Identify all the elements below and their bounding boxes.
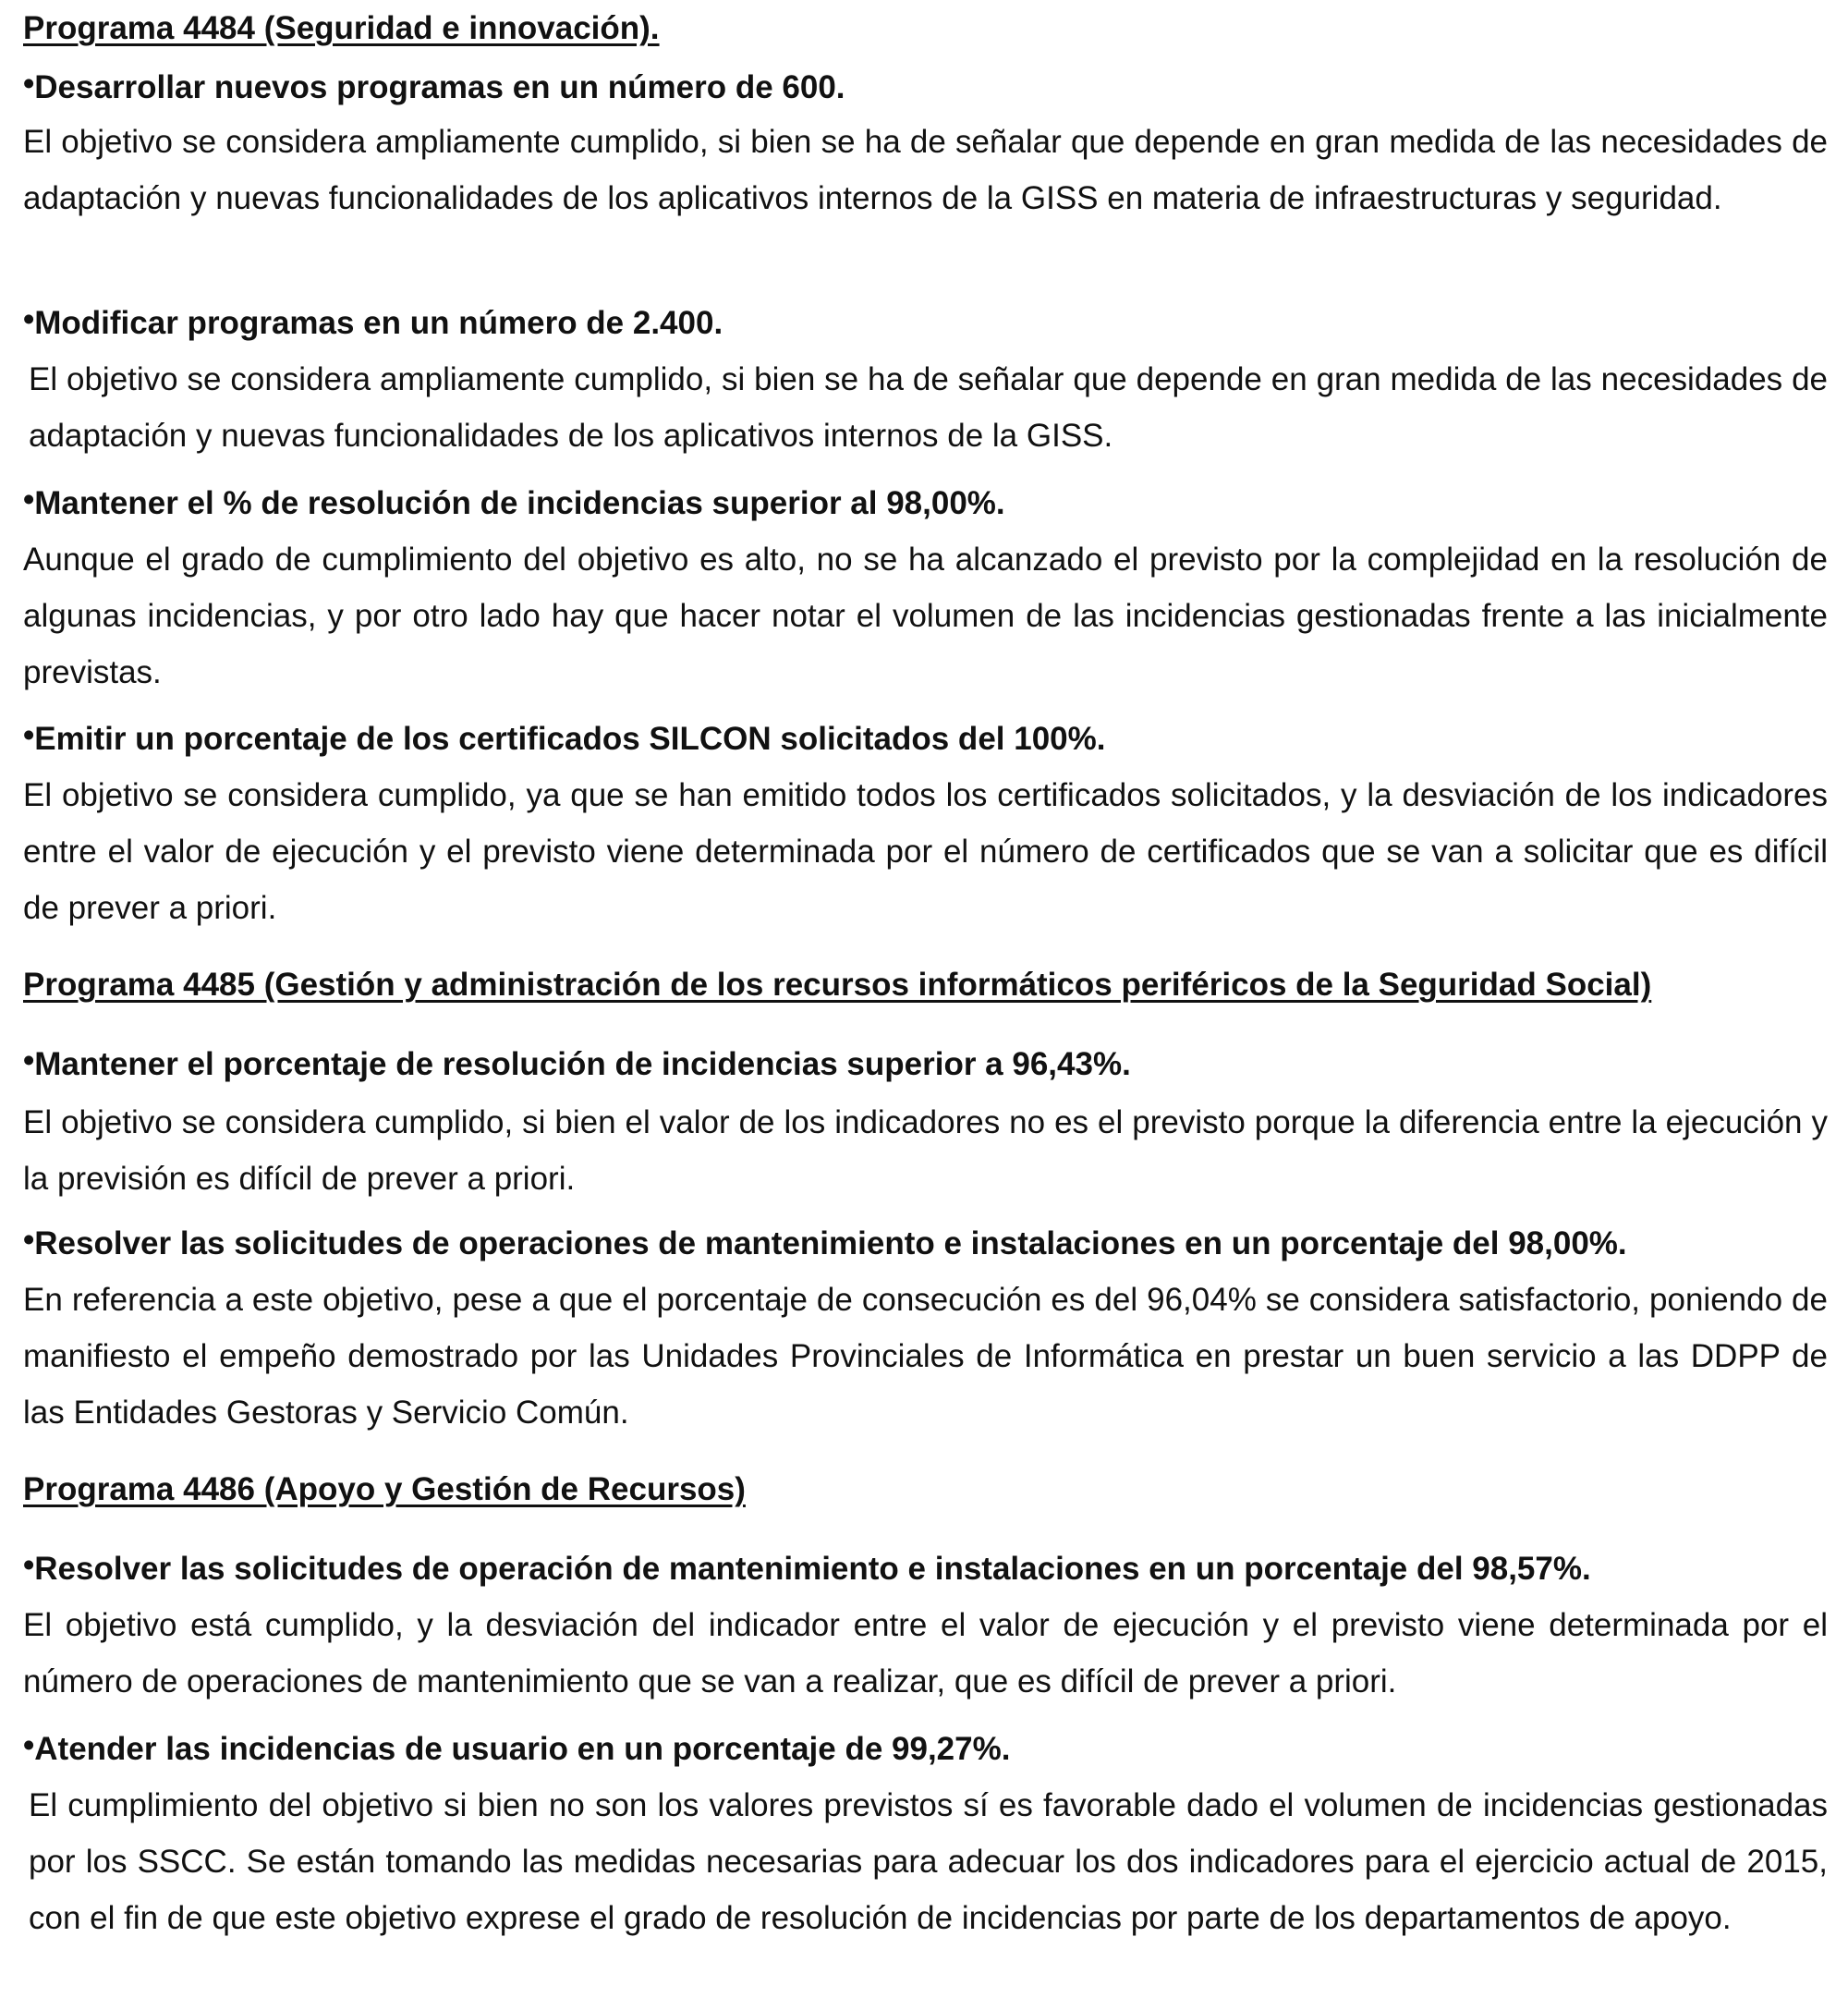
objective-title-text: Atender las incidencias de usuario en un porcentaje de 99,27%. [34, 1731, 1011, 1767]
objective-title [23, 717, 1106, 759]
bullet-icon: • [23, 717, 35, 753]
bullet-icon: • [23, 1042, 35, 1078]
bullet-icon: • [23, 1547, 35, 1583]
objective-description: Aunque el grado de cumplimiento del objetivo es alto, no se ha alcanzado el previsto por la complejidad en la resolución de algunas incidencias, y por otro lado hay que hacer notar el volumen de las incidencias gestionadas frente a las inicialmente previstas. [23, 542, 1828, 690]
bullet-icon: • [23, 1222, 35, 1258]
objective-description: El objetivo se considera cumplido, si bien el valor de los indicadores no es el previsto porque la diferencia entre la ejecución y la previsión es difícil de prever a priori. [23, 1104, 1828, 1197]
section-heading-4486: Programa 4486 (Apoyo y Gestión de Recursos) [23, 1471, 746, 1507]
bullet-icon: • [23, 301, 35, 337]
objective-title-text: Modificar programas en un número de 2.400. [34, 305, 723, 341]
objective-description: El objetivo se considera ampliamente cumplido, si bien se ha de señalar que depende en gran medida de las necesidades de adaptación y nuevas funcionalidades de los aplicativos internos de la GISS. [29, 361, 1828, 454]
objective-title-text: Mantener el % de resolución de incidencias superior al 98,00%. [34, 485, 1005, 521]
objective-description: El objetivo se considera ampliamente cumplido, si bien se ha de señalar que depende en gran medida de las necesidades de adaptación y nuevas funcionalidades de los aplicativos internos de la GISS en materia de infraestructuras y seguridad. [23, 124, 1828, 216]
objective-title [23, 1224, 1627, 1263]
objective-title [23, 1547, 1591, 1589]
objective-title [23, 1042, 1131, 1084]
objective-title [23, 481, 1005, 523]
objective-description: En referencia a este objetivo, pese a que el porcentaje de consecución es del 96,04% se considera satisfactorio, poniendo de manifiesto el empeño demostrado por las Unidades Provinciales de Informática en prestar un buen servicio a las DDPP de las Entidades Gestoras y Servicio Común. [23, 1282, 1828, 1431]
objective-title [23, 301, 723, 343]
objective-title-text: Emitir un porcentaje de los certificados SILCON solicitados del 100%. [34, 721, 1106, 757]
section-heading-4485: Programa 4485 (Gestión y administración de los recursos informáticos periféricos de la Seguridad Social) [23, 967, 1652, 1003]
objective-title-text: Resolver las solicitudes de operaciones de mantenimiento e instalaciones en un porcentaje del 98,00%. [34, 1225, 1627, 1261]
objective-description: El objetivo se considera cumplido, ya que se han emitido todos los certificados solicitados, y la desviación de los indicadores entre el valor de ejecución y el previsto viene determinada por el número de certificados que se van a solicitar que es difícil de prever a priori. [23, 777, 1828, 926]
bullet-icon: • [23, 481, 35, 518]
bullet-icon: • [23, 1727, 35, 1763]
objective-title [23, 68, 845, 107]
bullet-icon: • [23, 66, 35, 102]
objective-title-text: Mantener el porcentaje de resolución de incidencias superior a 96,43%. [34, 1046, 1131, 1082]
objective-title-text: Resolver las solicitudes de operación de mantenimiento e instalaciones en un porcentaje del 98,57%. [34, 1551, 1591, 1587]
section-heading-4484: Programa 4484 (Seguridad e innovación). [23, 10, 660, 46]
objective-description: El cumplimiento del objetivo si bien no son los valores previstos sí es favorable dado el volumen de incidencias gestionadas por los SSCC. Se están tomando las medidas necesarias para adecuar los dos indicadores para el ejercicio actual de 2015, con el fin de que este objetivo exprese el grado de resolución de incidencias por parte de los departamentos de apoyo. [29, 1787, 1828, 1936]
objective-description: El objetivo está cumplido, y la desviación del indicador entre el valor de ejecución y el previsto viene determinada por el número de operaciones de mantenimiento que se van a realizar, que es difícil de prever a priori. [23, 1607, 1828, 1700]
objective-title [23, 1727, 1011, 1769]
objective-title-text: Desarrollar nuevos programas en un número de 600. [34, 69, 845, 105]
